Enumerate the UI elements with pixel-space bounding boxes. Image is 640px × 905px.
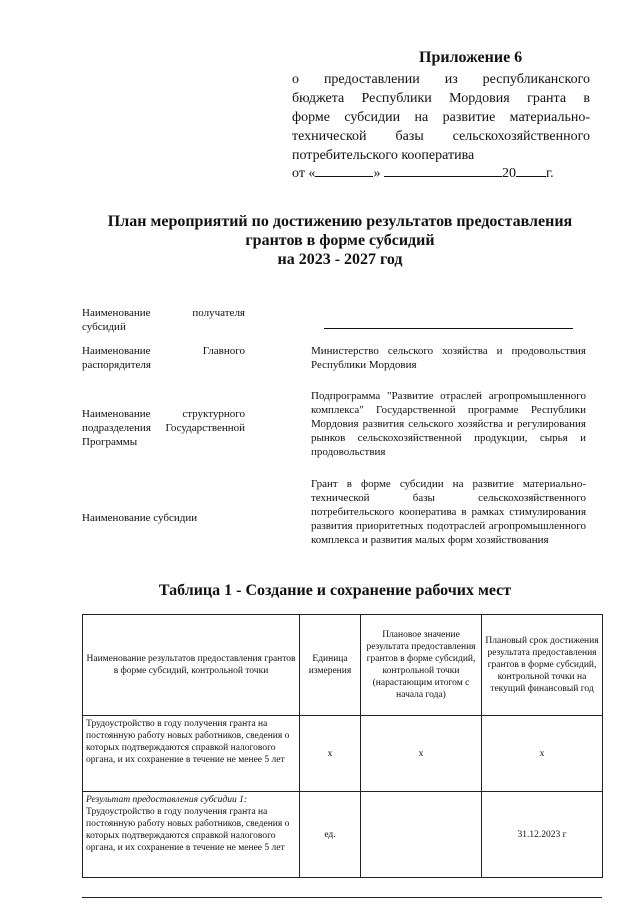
- row-result-name: [83, 792, 300, 878]
- row-value: x: [361, 716, 482, 792]
- year-blank: [516, 162, 546, 177]
- table-title: Таблица 1 - Создание и сохранение рабочих мест: [158, 582, 512, 599]
- row-deadline: 31.12.2023 г: [482, 792, 603, 878]
- table-header-row: [83, 615, 603, 716]
- header-result-name: Наименование результатов предоставления грантов в форме субсидий, контрольной точки: [83, 615, 300, 716]
- date-mid: »: [373, 166, 381, 181]
- row-result-name: [83, 716, 300, 792]
- appendix-line: бюджета Республики Мордовия гранта в: [292, 91, 590, 106]
- row-value: [361, 792, 482, 878]
- recipient-blank-line: [324, 328, 573, 329]
- appendix-line: о предоставлении из республиканского: [292, 72, 590, 87]
- header-unit: Единица измерения: [300, 615, 361, 716]
- manager-label: Наименование Главного распорядителя: [82, 345, 245, 371]
- manager-value: Министерство сельского хозяйства и продовольствия Республики Мордовия: [311, 345, 586, 371]
- header-planned-deadline: Плановый срок достижения результата предоставления грантов в форме субсидий, контрольной точки на текущий финансовый год: [482, 615, 603, 716]
- page-bottom-line: [82, 897, 602, 898]
- appendix-line: потребительского кооператива: [292, 148, 475, 163]
- row-name-text: Трудоустройство в году получения гранта на постоянную работу новых работников, сведения о которых подтверждаются справкой налогового органа, и их сохранение в течение не менее 5 лет: [86, 807, 290, 853]
- recipient-label: Наименование получателя субсидий: [82, 307, 245, 333]
- date-year: 20: [501, 166, 516, 181]
- date-prefix: от «: [292, 166, 316, 181]
- date-suffix: г.: [545, 166, 554, 181]
- row-result-title: Результат предоставления субсидии 1:: [86, 795, 247, 805]
- results-table: [82, 614, 603, 878]
- header-planned-value: Плановое значение результата предоставления грантов в форме субсидий, контрольной точки (нарастающим итогом с начала года): [361, 615, 482, 716]
- month-blank: [384, 162, 502, 177]
- row-name-text: Трудоустройство в году получения гранта на постоянную работу новых работников, сведения о которых подтверждаются справкой налогового органа, и их сохранение в течение не менее 5 лет: [86, 719, 290, 765]
- subsidy-value: Грант в форме субсидии на развитие материально-технической базы сельскохозяйственного потребительского кооператива в рамках стимулирования развития приоритетных подотраслей агропромышленного комплекса и развития малых форм хозяйствования: [311, 478, 586, 546]
- day-blank: [315, 162, 373, 177]
- appendix-line: технической базы сельскохозяйственного: [292, 129, 590, 144]
- row-deadline: x: [482, 716, 603, 792]
- plan-period: на 2023 - 2027 год: [277, 251, 403, 268]
- program-label: Наименование структурного подразделения Государственной Программы: [82, 408, 245, 448]
- appendix-line: форме субсидии на развитие материально-: [292, 110, 590, 125]
- row-unit: x: [300, 716, 361, 792]
- program-value: Подпрограмма "Развитие отраслей агропромышленного комплекса" Государственной программе Республики Мордовия развития сельского хозяйства и регулирования рынков сельскохозяйственной продукции, сырья и продовольствия: [311, 390, 586, 458]
- date-line: [292, 162, 554, 182]
- plan-title: План мероприятий по достижению результатов предоставления грантов в форме субсидий: [107, 213, 573, 249]
- appendix-description: [292, 70, 590, 165]
- table-row: [83, 792, 603, 878]
- table-row: [83, 716, 603, 792]
- subsidy-label: Наименование субсидии: [82, 512, 198, 524]
- appendix-title: Приложение 6: [419, 49, 523, 66]
- row-unit: ед.: [300, 792, 361, 878]
